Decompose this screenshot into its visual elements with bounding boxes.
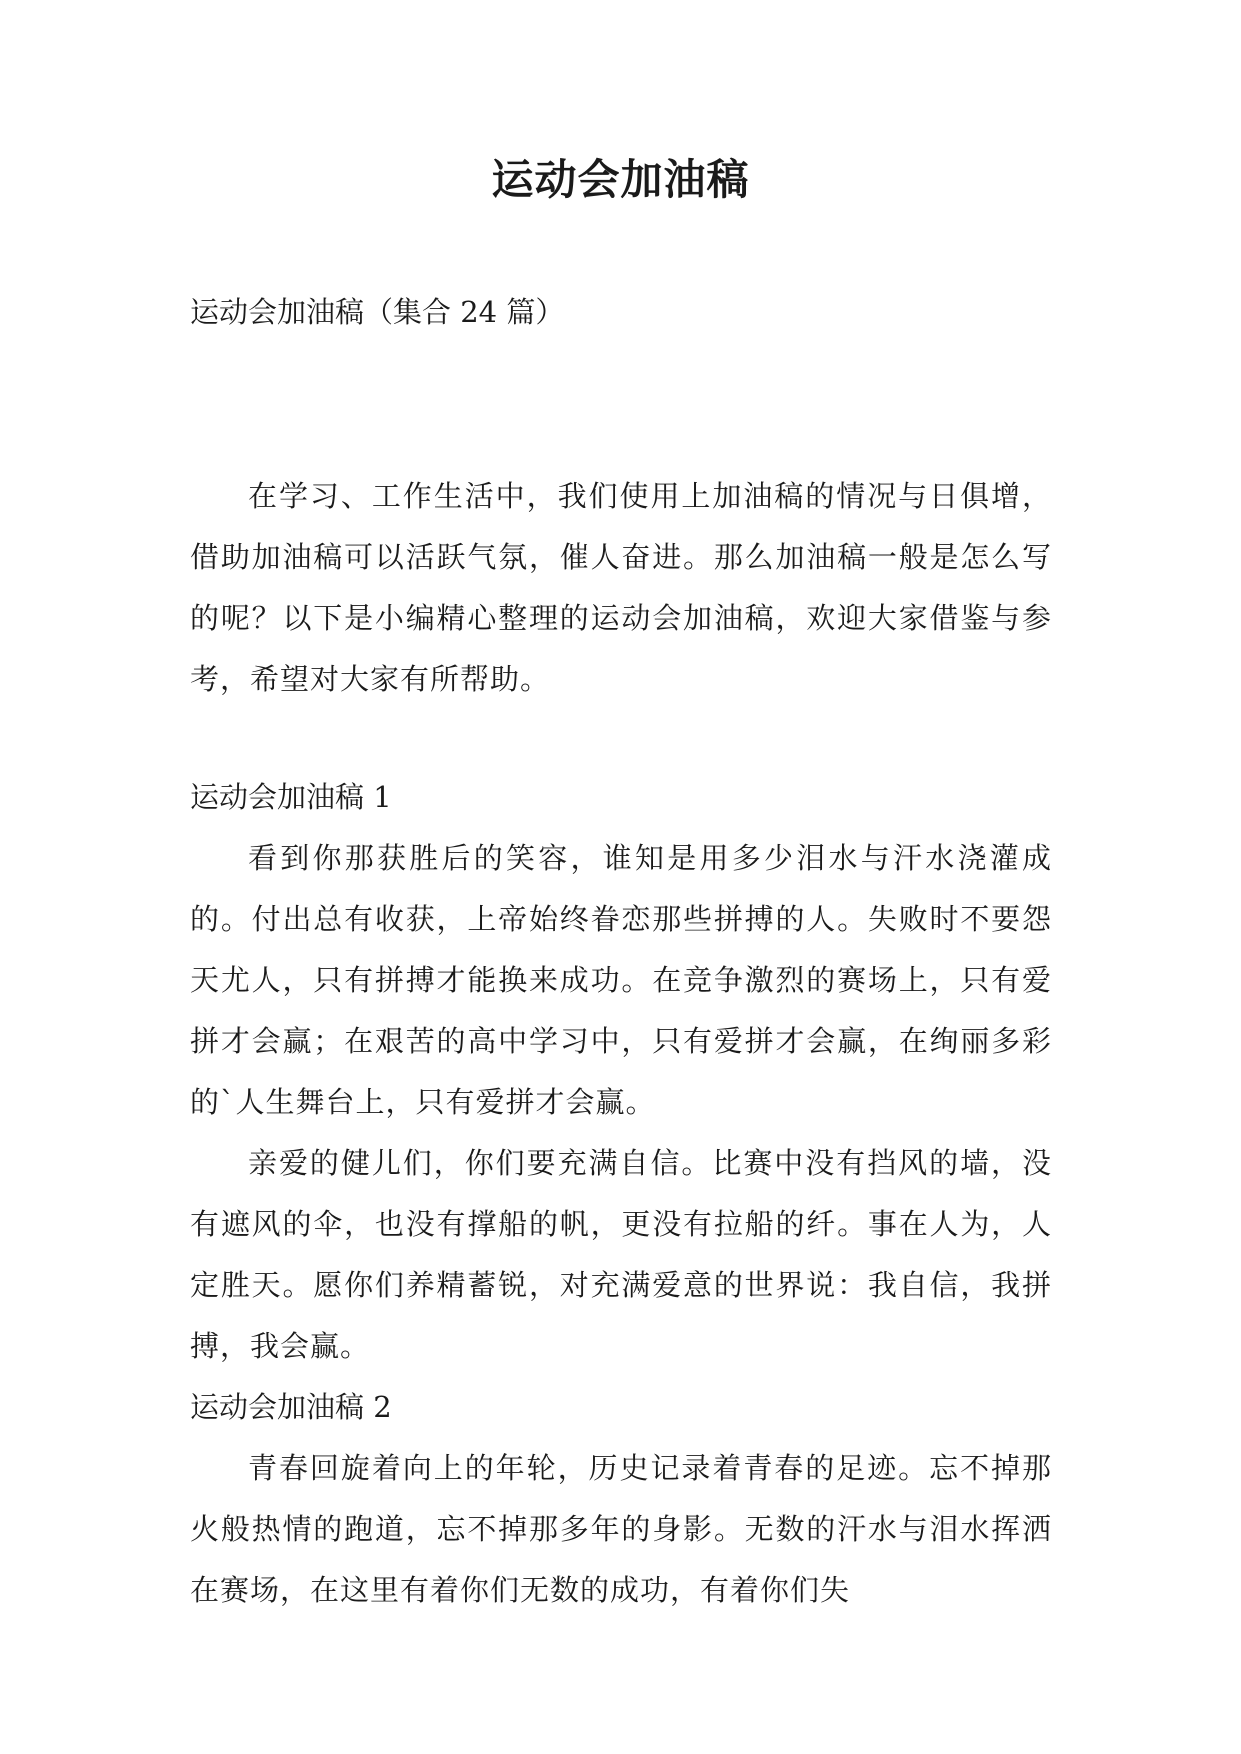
document-subtitle: 运动会加油稿（集合 24 篇）: [190, 295, 565, 329]
section-heading-2: 运动会加油稿 2: [190, 1390, 392, 1424]
section-heading-1: 运动会加油稿 1: [190, 780, 392, 814]
document-title: 运动会加油稿: [491, 155, 750, 204]
section-gap: [190, 710, 1052, 767]
section-1-paragraph-2: 亲爱的健儿们，你们要充满自信。比赛中没有挡风的墙，没有遮风的伞，也没有撑船的帆，更没有拉船的纤。事在人为，人定胜天。愿你们养精蓄锐，对充满爱意的世界说：我自信，我拼搏，我会赢。: [190, 1146, 1052, 1363]
intro-paragraph: 在学习、工作生活中，我们使用上加油稿的情况与日俱增，借助加油稿可以活跃气氛，催人奋进。那么加油稿一般是怎么写的呢？以下是小编精心整理的运动会加油稿，欢迎大家借鉴与参考，希望对大家有所帮助。: [190, 479, 1052, 696]
section-1-paragraph-1: 看到你那获胜后的笑容，谁知是用多少泪水与汗水浇灌成的。付出总有收获，上帝始终眷恋那些拼搏的人。失败时不要怨天尤人，只有拼搏才能换来成功。在竞争激烈的赛场上，只有爱拼才会赢；在艰苦的高中学习中，只有爱拼才会赢，在绚丽多彩的`人生舞台上，只有爱拼才会赢。: [190, 841, 1052, 1119]
section-2-paragraph-1: 青春回旋着向上的年轮，历史记录着青春的足迹。忘不掉那火般热情的跑道，忘不掉那多年的身影。无数的汗水与泪水挥洒在赛场，在这里有着你们无数的成功，有着你们失: [190, 1451, 1052, 1607]
document-body: [190, 466, 1052, 1621]
